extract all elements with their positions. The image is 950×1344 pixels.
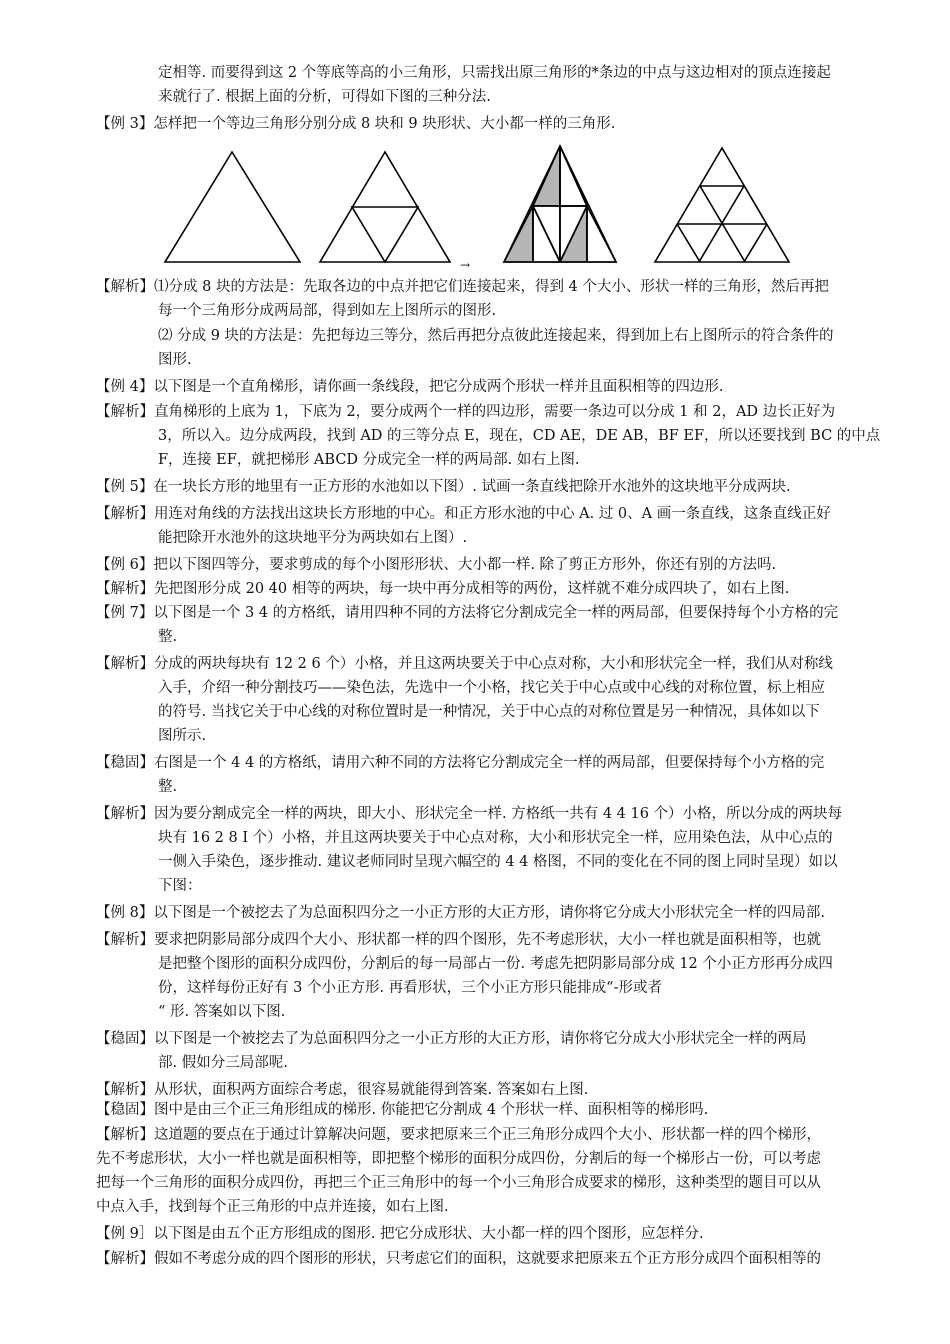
text-line: 部. 假如分三局部呢. [158, 1055, 288, 1071]
analysis-heading-9: 【解析】这道题的要点在于通过计算解决问题，要求把原来三个正三角形分成四个大小、形状都一样的四个梯形， [96, 1127, 821, 1143]
triangle-eight-parts [504, 146, 616, 262]
text-line: F，连接 EF，就把梯形 ABCD 分成完全一样的两局部. 如右上图. [158, 452, 580, 468]
example-8-heading: 【例 8】以下图是一个被挖去了为总面积四分之一小正方形的大正方形，请你将它分成大小形状完全一样的四局部. [96, 905, 825, 921]
text-line: 是把整个图形的面积分成四份，分割后的每一局部占一份. 考虑先把阴影局部分成 12 个小正方形再分成四 [158, 956, 833, 972]
analysis-heading-4: 【解析】先把图形分成 20 40 相等的两块，每一块中再分成相等的两份，这样就不难分成四块了，如右上图. [96, 581, 790, 597]
triangle-four-parts [320, 152, 450, 262]
example-7-heading: 【例 7】以下图是一个 3 4 的方格纸，请用四种不同的方法将它分割成完全一样的两局部，但要保持每个小方格的完 [96, 605, 839, 621]
analysis-heading-10: 【解析】假如不考虑分成的四个图形的形状，只考虑它们的面积，这就要求把原来五个正方形分成四个面积相等的 [96, 1251, 821, 1267]
analysis-heading-6: 【解析】因为要分割成完全一样的两块，即大小、形状完全一样. 方格纸一共有 4 4 16 个）小格，所以分成的两块每 [96, 806, 843, 822]
text-line: 入手，介绍一种分割技巧——染色法，先选中一个小格，找它关于中心点或中心线的对称位置，标上相应 [158, 680, 825, 696]
text-line: 块有 16 2 8 I 个）小格，并且这两块要关于中心点对称，大小和形状完全一样，应用染色法，从中心点的 [158, 830, 833, 846]
consolidation-heading-1: 【稳固】右图是一个 4 4 的方格纸，请用六种不同的方法将它分割成完全一样的两局部，但要保持每个小方格的完 [96, 755, 825, 771]
analysis-heading-2: 【解析】直角梯形的上底为 1，下底为 2，要分成两个一样的四边形，需要一条边可以分成 1 和 2，AD 边长正好为 [96, 404, 836, 420]
analysis-heading-5: 【解析】分成的两块每块有 12 2 6 个）小格，并且这两块要关于中心点对称，大小和形状完全一样，我们从对称线 [96, 656, 833, 672]
text-line: 份，这样每份正好有 3 个小正方形. 再看形状，三个小正方形只能排成“-形或者 [158, 980, 662, 996]
triangle-nine-parts [655, 148, 789, 262]
analysis-heading-1: 【解析】⑴分成 8 块的方法是：先取各边的中点并把它们连接起来，得到 4 个大小、形状一样的三角形，然后再把 [96, 279, 829, 295]
analysis-heading-8: 【解析】从形状，面积两方面综合考虑，很容易就能得到答案. 答案如右上图. [96, 1082, 589, 1098]
consolidation-heading-2: 【稳固】以下图是一个被挖去了为总面积四分之一小正方形的大正方形，请你将它分成大小形状完全一样的两局 [96, 1031, 807, 1047]
triangle-whole [165, 152, 300, 262]
text-line: 先不考虑形状，大小一样也就是面积相等，即把整个梯形的面积分成四份，分割后的每一个梯形占一份，可以考虑 [96, 1151, 821, 1167]
example-3-heading: 【例 3】怎样把一个等边三角形分别分成 8 块和 9 块形状、大小都一样的三角形. [96, 116, 616, 132]
example-6-heading: 【例 6】把以下图四等分，要求剪成的每个小图形形状、大小都一样. 除了剪正方形外，你还有别的方法吗. [96, 557, 777, 573]
text-line: 的符号. 当找它关于中心线的对称位置时是一种情况，关于中心点的对称位置是另一种情况，具体如以下 [158, 704, 820, 720]
analysis-heading-3: 【解析】用连对角线的方法找出这块长方形地的中心。和正方形水池的中心 A. 过 0、A 画一条直线，这条直线正好 [96, 506, 831, 522]
triangle-division-figures [150, 140, 800, 270]
example-5-heading: 【例 5】在一块长方形的地里有一正方形的水池如以下图）. 试画一条直线把除开水池外的这块地平分成两块. [96, 479, 791, 495]
text-line: 中点入手，找到每个正三角形的中点并连接，如右上图. [96, 1199, 449, 1215]
text-line: 每一个三角形分成两局部，得到如左上图所示的图形. [158, 303, 497, 319]
text-line: 3，所以入。边分成两段，找到 AD 的三等分点 E，现在，CD AE，DE AB，BF EF，所以还要找到 BC 的中点 [158, 428, 881, 444]
text-line: 能把除开水池外的这块地平分为两块如右上图）. [158, 530, 468, 546]
text-line: 图形. [158, 352, 192, 368]
text-line-2: 来就行了. 根据上面的分析，可得如下图的三种分法. [158, 89, 491, 105]
text-line: 图所示. [158, 728, 207, 744]
text-line: 一侧入手染色，逐步推动. 建议老师同时呈现六幅空的 4 4 格图，不同的变化在不同的图上同时呈现）如以 [158, 854, 838, 870]
text-line: “ 形. 答案如以下图. [158, 1004, 286, 1020]
example-9-heading: 【例 9］以下图是由五个正方形组成的图形. 把它分成形状、大小都一样的四个图形，应怎样分. [96, 1226, 704, 1242]
text-line: 整. [158, 629, 178, 645]
text-line: ⑵ 分成 9 块的方法是：先把每边三等分，然后再把分点彼此连接起来，得到加上右上图所示的符合条件的 [158, 328, 834, 344]
text-line: 下图： [158, 878, 202, 894]
text-line: 把每一个三角形的面积分成四份，再把三个正三角形中的每一个小三角形合成要求的梯形，这种类型的题目可以从 [96, 1175, 821, 1191]
analysis-heading-7: 【解析】要求把阴影局部分成四个大小、形状都一样的四个图形，先不考虑形状，大小一样也就是面积相等，也就 [96, 932, 821, 948]
arrow-glyph: → [460, 258, 471, 272]
text-line: 整. [158, 779, 178, 795]
consolidation-heading-3: 【稳固】图中是由三个正三角形组成的梯形. 你能把它分割成 4 个形状一样、面积相等的梯形吗. [96, 1102, 709, 1118]
text-line-1: 定相等. 而要得到这 2 个等底等高的小三角形，只需找出原三角形的*条边的中点与这边相对的顶点连接起 [158, 65, 831, 81]
example-4-heading: 【例 4】以下图是一个直角梯形，请你画一条线段，把它分成两个形状一样并且面积相等的四边形. [96, 379, 724, 395]
